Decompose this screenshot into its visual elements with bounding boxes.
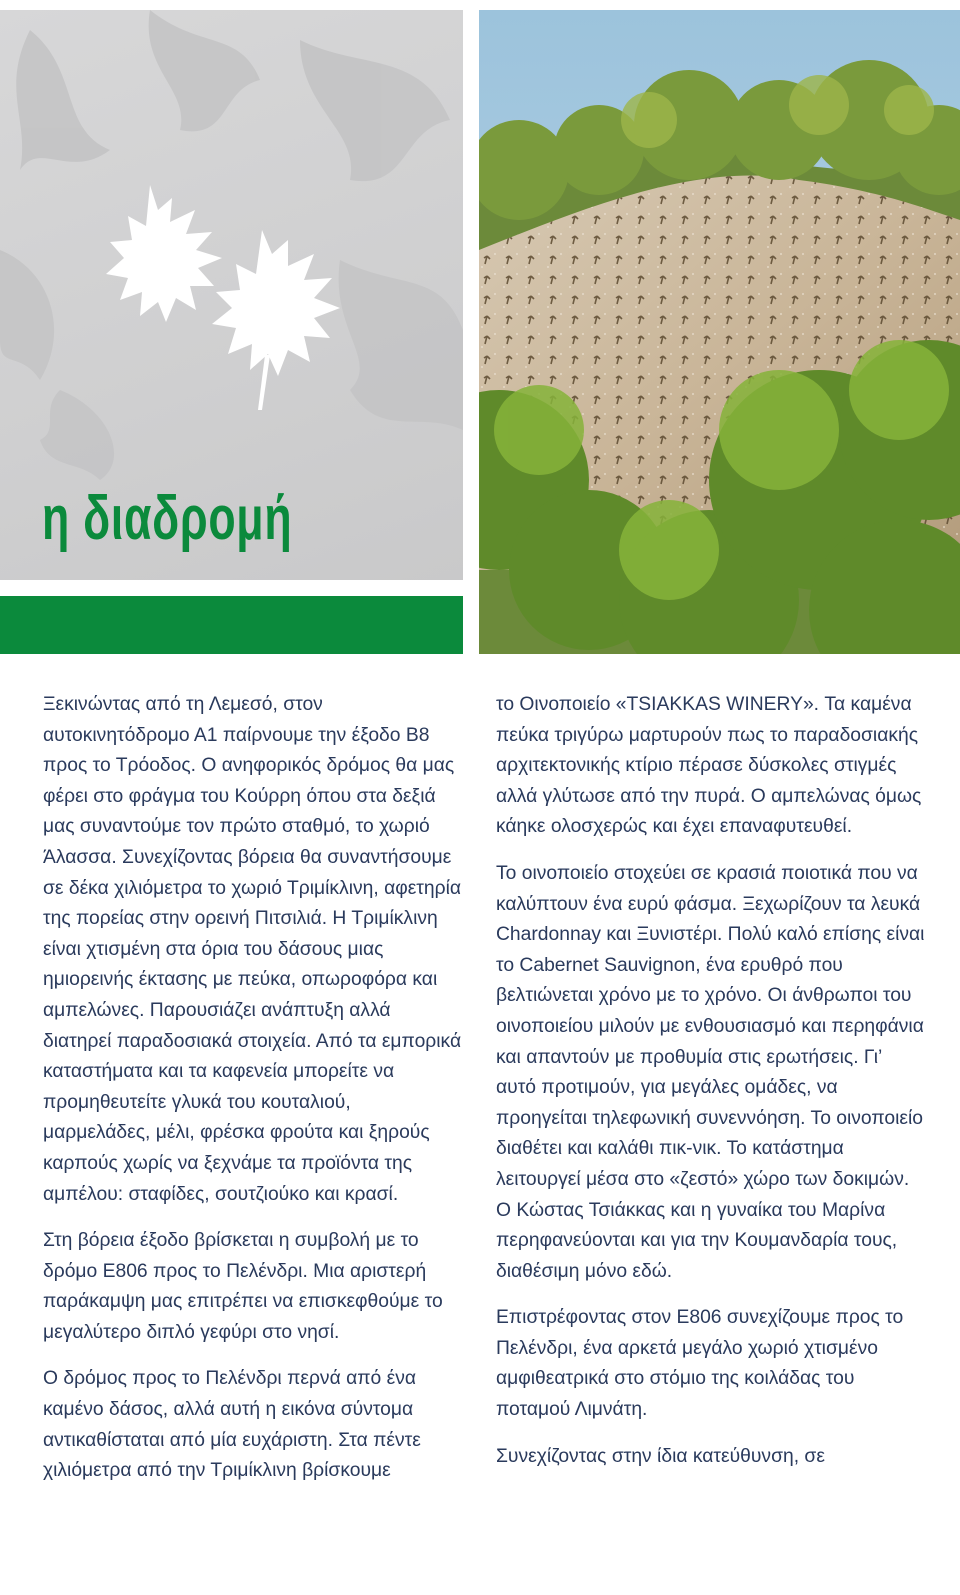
page-title: η διαδρομή [42,484,293,553]
paragraph: Στη βόρεια έξοδο βρίσκεται η συμβολή με το δρόμο Ε806 προς το Πελένδρι. Μια αριστερή παράκαμψη μας επιτρέπει να επισκεφθούμε το μεγαλύτερο διπλό γεφύρι στο νησί. [43,1230,443,1343]
paragraph: Ο δρόμος προς το Πελένδρι περνά από ένα καμένο δάσος, αλλά αυτή η εικόνα σύντομα αντικαθίσταται από μία ευχάριστη. Στα πέντε χιλιόμετρα από την Τριμίκλινη βρίσκουμε [43,1368,421,1482]
paragraph: Συνεχίζοντας στην ίδια κατεύθυνση, σε [496,1445,825,1467]
paragraph: το Οινοποιείο «TSIAKKAS WINERY». Τα καμένα πεύκα τριγύρω μαρτυρούν πως το παραδοσιακής αρχιτεκτονικής κτίριο πέρασε δύσκολες στιγμές αλλά γλύτωσε από την πυρά. Ο αμπελώνας όμως κάηκε ολοσχερώς και έχει επαναφυτευθεί. [496,694,922,838]
vineyard-photo [479,10,960,654]
header-panel [0,10,463,580]
paragraph: Επιστρέφοντας στον Ε806 συνεχίζουμε προς το Πελένδρι, ένα αρκετά μεγάλο χωριό χτισμένο αμφιθεατρικά στο στόμιο της κοιλάδας του ποταμού Λιμνάτη. [496,1307,904,1421]
vine-leaves-icon [106,185,340,410]
text-column-right [496,690,926,1488]
paragraph: Ξεκινώντας από τη Λεμεσό, στον αυτοκινητόδρομο Α1 παίρνουμε την έξοδο Β8 προς το Τρόοδος. Ο ανηφορικός δρόμος θα μας φέρει στο φράγμα του Κούρρη όπου στα δεξιά μας συναντούμε τον πρώτο σταθμό, το χωριό Άλασσα. Συνεχίζοντας βόρεια θα συναντήσουμε σε δέκα χιλιόμετρα το χωριό Τριμίκλινη, αφετηρία της πορείας στην ορεινή Πιτσιλιά. Η Τριμίκλινη είναι χτισμένη στα όρια του δάσους μιας ημιορεινής έκτασης με πεύκα, οπωροφόρα και αμπελώνες. Παρουσιάζει ανάπτυξη αλλά διατηρεί παραδοσιακά στοιχεία. Από τα εμπορικά καταστήματα και τα καφενεία μπορείτε να προμηθευτείτε γλυκά του κουταλιού, μαρμελάδες, μέλι, φρέσκα φρούτα και ξηρούς καρπούς χωρίς να ξεχνάμε τα προϊόντα της αμπέλου: σταφίδες, σουτζιούκο και κρασί. [43,694,462,1205]
green-accent-bar [0,596,463,654]
paragraph: Το οινοποιείο στοχεύει σε κρασιά ποιοτικά που να καλύπτουν ένα ευρύ φάσμα. Ξεχωρίζουν τα λευκά Chardonnay και Ξυνιστέρι. Πολύ καλό επίσης είναι το Cabernet Sauvignon, ένα ερυθρό που βελτιώνεται χρόνο με το χρόνο. Οι άνθρωποι του οινοποιείου μιλούν με ενθουσιασμό και περηφάνια και απαντούν με προθυμία στις ερωτήσεις. Γι’ αυτό προτιμούν, για μεγάλες ομάδες, να προηγείται τηλεφωνική συνεννόηση. Το οινοποιείο διαθέτει και καλάθι πικ-νικ. Το κατάστημα λειτουργεί μέσα στο «ζεστό» χώρο των δοκιμών. Ο Κώστας Τσιάκκας και η γυναίκα του Μαρίνα περηφανεύονται και για την Κουμανδαρία τους, διαθέσιμη μόνο εδώ. [496,862,925,1282]
text-column-left [43,690,463,1503]
